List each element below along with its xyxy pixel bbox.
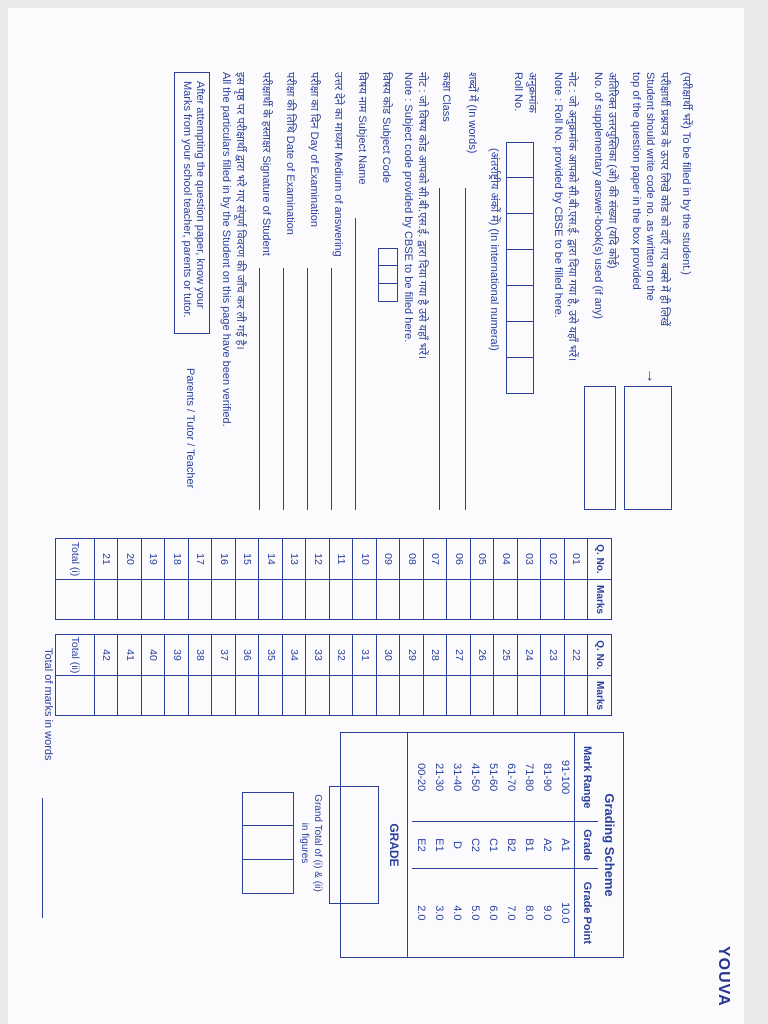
- range-cell: 41-50: [469, 763, 482, 792]
- marks-cell[interactable]: [283, 580, 307, 620]
- point-header: Grade Point: [575, 868, 598, 957]
- in-words-label: शब्दों में (In words): [466, 72, 478, 154]
- marks-header: Marks: [588, 676, 612, 716]
- date-line[interactable]: [283, 268, 284, 510]
- question-number: 20: [118, 539, 142, 580]
- grade-cell: A1: [557, 822, 576, 868]
- range-cell: 91-100: [559, 760, 572, 795]
- roll-digit-box[interactable]: [506, 358, 534, 394]
- marks-cell[interactable]: [212, 580, 236, 620]
- question-number: 07: [424, 539, 448, 580]
- table-row: [330, 539, 354, 620]
- question-number: 11: [330, 539, 354, 580]
- supplementary-count-box[interactable]: [584, 386, 616, 510]
- marks-cell[interactable]: [189, 676, 213, 716]
- table-row: [189, 539, 213, 620]
- question-number: 38: [189, 635, 213, 676]
- table-row: [377, 539, 401, 620]
- international-numeral-note: (अंतर्राष्ट्रीय अंकों में) (In international numeral): [488, 148, 500, 351]
- marks-cell[interactable]: [165, 580, 189, 620]
- question-number: 08: [400, 539, 424, 580]
- day-label: परीक्षा का दिन Day of Examination: [308, 72, 320, 227]
- table-row: [118, 539, 142, 620]
- subject-code-digit-box[interactable]: [378, 248, 398, 266]
- marks-cell[interactable]: [95, 676, 119, 716]
- table-row: [95, 635, 119, 716]
- table-row: [400, 635, 424, 716]
- table-row: [471, 539, 495, 620]
- in-words-line[interactable]: [465, 188, 466, 510]
- marks-cell[interactable]: [494, 580, 518, 620]
- marks-cell[interactable]: [377, 580, 401, 620]
- question-number: 18: [165, 539, 189, 580]
- after-exam-note-line-1: After attempting the question paper, know your: [194, 81, 206, 309]
- marks-cell[interactable]: [142, 676, 166, 716]
- answer-sheet-page: [8, 8, 744, 1024]
- day-line[interactable]: [307, 268, 308, 510]
- point-cell: 8.0: [521, 868, 539, 957]
- table-row: [447, 635, 471, 716]
- signature-label: परीक्षार्थी के हस्ताक्षर Signature of Student: [260, 72, 272, 256]
- table-row: [283, 635, 307, 716]
- marks-cell[interactable]: [142, 580, 166, 620]
- qno-header: Q. No.: [588, 539, 612, 580]
- grade-cell: C1: [485, 822, 503, 868]
- marks-cell[interactable]: [541, 676, 565, 716]
- subject-note-en: Note : Subject code provided by CBSE to be filled here.: [402, 72, 414, 343]
- table-row: [449, 733, 467, 957]
- table-row: [236, 635, 260, 716]
- marks-cell[interactable]: [306, 676, 330, 716]
- question-number: 35: [259, 635, 283, 676]
- table-row: [377, 635, 401, 716]
- range-cell: 31-40: [451, 763, 464, 792]
- question-code-box[interactable]: [624, 386, 672, 510]
- point-cell: 10.0: [557, 868, 576, 957]
- grading-title: Grading Scheme: [602, 793, 617, 897]
- grade-cell: B2: [503, 822, 521, 868]
- table-row: [413, 733, 431, 957]
- code-instruction-en-1: Student should write code no. as written on the: [644, 72, 656, 301]
- table-row: [236, 539, 260, 620]
- roll-digit-box[interactable]: [506, 214, 534, 250]
- roll-digit-box[interactable]: [506, 142, 534, 178]
- table-row: [283, 539, 307, 620]
- subject-name-label: विषय नाम Subject Name: [356, 72, 368, 185]
- marks-cell[interactable]: [353, 580, 377, 620]
- marks-cell[interactable]: [353, 676, 377, 716]
- question-number: 16: [212, 539, 236, 580]
- grade-cell: A2: [539, 822, 557, 868]
- roll-number-boxes: [506, 142, 534, 394]
- table-row: [118, 635, 142, 716]
- table-row: [165, 539, 189, 620]
- brand-name: YOUVA: [715, 946, 732, 1007]
- grade-cell: B1: [521, 822, 539, 868]
- table-row: [467, 733, 485, 957]
- roll-label-hi: अनुक्रमांक: [526, 72, 538, 113]
- grand-total-digit-box[interactable]: [242, 860, 294, 894]
- roll-note-hi: नोट : जो अनुक्रमांक आपको सी.बी.एस.ई. द्वारा दिया गया है, उसे यहाँ भरें।: [566, 72, 578, 362]
- grade-label: GRADE: [387, 823, 402, 867]
- roll-digit-box[interactable]: [506, 322, 534, 358]
- question-number: 25: [494, 635, 518, 676]
- question-number: 40: [142, 635, 166, 676]
- class-label: कक्षा Class: [440, 72, 452, 122]
- marks-cell[interactable]: [118, 580, 142, 620]
- marks-cell[interactable]: [518, 580, 542, 620]
- point-cell: 4.0: [449, 868, 467, 957]
- question-number: 03: [518, 539, 542, 580]
- marks-cell[interactable]: [494, 676, 518, 716]
- marks-cell[interactable]: [236, 580, 260, 620]
- roll-digit-box[interactable]: [506, 178, 534, 214]
- code-instruction-en-2: top of the question paper in the box provided: [630, 72, 642, 290]
- point-cell: 3.0: [431, 868, 449, 957]
- question-number: 28: [424, 635, 448, 676]
- after-exam-note-box: [174, 72, 210, 334]
- marks-cell[interactable]: [424, 676, 448, 716]
- rotated-sheet: [8, 8, 744, 1024]
- supplementary-hi: अतिरिक्त उत्तरपुस्तिका (ओं) की संख्या (यदि कोई): [606, 72, 618, 269]
- marks-header: Marks: [588, 580, 612, 620]
- question-number: 31: [353, 635, 377, 676]
- marks-cell[interactable]: [424, 580, 448, 620]
- grand-total-section: [242, 768, 324, 918]
- question-number: 09: [377, 539, 401, 580]
- question-number: 13: [283, 539, 307, 580]
- marks-cell[interactable]: [447, 580, 471, 620]
- parents-tutor-teacher: Parents / Tutor / Teacher: [184, 368, 196, 489]
- marks-cell[interactable]: [236, 676, 260, 716]
- question-number: 19: [142, 539, 166, 580]
- table-row: [557, 733, 576, 957]
- medium-line[interactable]: [331, 268, 332, 510]
- question-number: 27: [447, 635, 471, 676]
- marks-cell[interactable]: [95, 580, 119, 620]
- roll-digit-box[interactable]: [506, 286, 534, 322]
- grade-cell: E2: [413, 822, 431, 868]
- question-number: 17: [189, 539, 213, 580]
- question-number: 02: [541, 539, 565, 580]
- question-number: 23: [541, 635, 565, 676]
- marks-cell[interactable]: [471, 580, 495, 620]
- subject-code-label: विषय कोड Subject Code: [380, 72, 392, 184]
- marks-cell[interactable]: [212, 676, 236, 716]
- grand-total-line-1: Grand Total of (i) & (ii): [312, 794, 323, 892]
- marks-cell[interactable]: [471, 676, 495, 716]
- question-number: 33: [306, 635, 330, 676]
- question-number: 34: [283, 635, 307, 676]
- table-row: [565, 635, 589, 716]
- question-number: 36: [236, 635, 260, 676]
- table-row: [424, 539, 448, 620]
- question-number: 15: [236, 539, 260, 580]
- table-row: [400, 539, 424, 620]
- qno-header: Q. No.: [588, 635, 612, 676]
- marks-cell[interactable]: [330, 580, 354, 620]
- verify-en: All the particulars filled in by the Student on this page have been verified.: [220, 72, 232, 427]
- roll-note-en: Note : Roll No. provided by CBSE to be filled here.: [552, 72, 564, 318]
- table-row: [259, 635, 283, 716]
- marks-cell[interactable]: [118, 676, 142, 716]
- grading-scheme-box: [340, 732, 624, 958]
- total-cell[interactable]: [56, 580, 95, 620]
- table-row: [539, 733, 557, 957]
- question-number: 26: [471, 635, 495, 676]
- roll-label-en: Roll No.: [512, 72, 524, 112]
- table-row: [353, 539, 377, 620]
- range-cell: 00-20: [415, 763, 428, 792]
- range-cell: 71-80: [523, 763, 536, 792]
- total-label: Total (ii): [56, 635, 95, 676]
- roll-digit-box[interactable]: [506, 250, 534, 286]
- grand-total-boxes: [242, 768, 294, 918]
- range-cell: 81-90: [541, 763, 554, 792]
- verify-hi: इस पृष्ठ पर परीक्षार्थी द्वारा भरे गए संपूर्ण विवरण की जाँच कर ली गई है।: [234, 72, 246, 350]
- total-in-words-label: Total of marks in words: [42, 648, 54, 761]
- table-row: [212, 539, 236, 620]
- grade-cell: C2: [467, 822, 485, 868]
- question-number: 10: [353, 539, 377, 580]
- question-number: 04: [494, 539, 518, 580]
- grade-section: [330, 733, 409, 957]
- subject-code-digit-box[interactable]: [378, 266, 398, 284]
- table-row: [518, 635, 542, 716]
- table-row: [431, 733, 449, 957]
- question-number: 21: [95, 539, 119, 580]
- subject-name-line[interactable]: [355, 218, 356, 510]
- question-number: 22: [565, 635, 589, 676]
- table-row: [165, 635, 189, 716]
- grading-table: [413, 733, 599, 957]
- grand-total-digit-box[interactable]: [242, 826, 294, 860]
- question-number: 37: [212, 635, 236, 676]
- table-row: [142, 635, 166, 716]
- question-number: 30: [377, 635, 401, 676]
- marks-cell[interactable]: [377, 676, 401, 716]
- after-exam-note-line-2: Marks from your school teacher, parents or tutor.: [181, 81, 193, 318]
- table-row: [541, 539, 565, 620]
- date-label: परीक्षा की तिथि Date of Examination: [284, 72, 296, 235]
- range-cell: 51-60: [487, 763, 500, 792]
- point-cell: 5.0: [467, 868, 485, 957]
- range-cell: 21-30: [433, 763, 446, 792]
- table-row: [424, 635, 448, 716]
- marks-cell[interactable]: [259, 676, 283, 716]
- table-row: [259, 539, 283, 620]
- marks-cell[interactable]: [400, 676, 424, 716]
- question-number: 24: [518, 635, 542, 676]
- marks-cell[interactable]: [565, 676, 589, 716]
- question-number: 01: [565, 539, 589, 580]
- table-row: [306, 539, 330, 620]
- marks-cell[interactable]: [541, 580, 565, 620]
- marks-cell[interactable]: [283, 676, 307, 716]
- table-row: [471, 635, 495, 716]
- marks-table-2: [55, 634, 612, 716]
- question-number: 32: [330, 635, 354, 676]
- marks-cell[interactable]: [518, 676, 542, 716]
- point-cell: 9.0: [539, 868, 557, 957]
- question-number: 12: [306, 539, 330, 580]
- table-row: [518, 539, 542, 620]
- table-row: [494, 539, 518, 620]
- question-number: 39: [165, 635, 189, 676]
- point-cell: 6.0: [485, 868, 503, 957]
- marks-cell[interactable]: [189, 580, 213, 620]
- table-row: [447, 539, 471, 620]
- class-line[interactable]: [439, 188, 440, 510]
- grade-box[interactable]: [330, 786, 380, 904]
- table-row: [330, 635, 354, 716]
- signature-line[interactable]: [259, 268, 260, 510]
- marks-cell[interactable]: [565, 580, 589, 620]
- medium-label: उत्तर देने का माध्यम Medium of answering: [332, 72, 344, 257]
- marks-cell[interactable]: [400, 580, 424, 620]
- question-number: 41: [118, 635, 142, 676]
- range-cell: 61-70: [505, 763, 518, 792]
- marks-cell[interactable]: [447, 676, 471, 716]
- marks-cell[interactable]: [306, 580, 330, 620]
- grand-total-line-2: in figures: [299, 822, 310, 864]
- point-cell: 7.0: [503, 868, 521, 957]
- table-row: [485, 733, 503, 957]
- point-cell: 2.0: [413, 868, 431, 957]
- marks-cell[interactable]: [259, 580, 283, 620]
- question-number: 14: [259, 539, 283, 580]
- table-row: [212, 635, 236, 716]
- total-label: Total (i): [56, 539, 95, 580]
- supplementary-en: No. of supplementary answer-book(s) used (if any): [592, 72, 604, 319]
- code-instruction-hi: परीक्षार्थी प्रश्नपत्र के ऊपर लिखे कोड को दाएँ गए बक्से में ही लिखें: [658, 72, 670, 327]
- table-row: [95, 539, 119, 620]
- arrow-right-icon: →: [643, 368, 660, 384]
- table-row: [541, 635, 565, 716]
- subject-code-boxes: [378, 248, 398, 302]
- grade-cell: D: [449, 822, 467, 868]
- table-row: [565, 539, 589, 620]
- question-number: 29: [400, 635, 424, 676]
- total-in-words-line[interactable]: [42, 798, 43, 918]
- table-row: [306, 635, 330, 716]
- total-cell[interactable]: [56, 676, 95, 716]
- question-number: 06: [447, 539, 471, 580]
- marks-cell[interactable]: [165, 676, 189, 716]
- grade-cell: E1: [431, 822, 449, 868]
- marks-table-1: [55, 538, 612, 620]
- grand-total-digit-box[interactable]: [242, 792, 294, 826]
- subject-note-hi: नोट : जो विषय कोड आपको सी.बी.एस.ई. द्वारा दिया गया है उसे यहाँ भरें।: [416, 72, 428, 360]
- section-title: (परीक्षार्थी भरें) To be filled in by the student.): [680, 72, 692, 275]
- question-number: 42: [95, 635, 119, 676]
- question-number: 05: [471, 539, 495, 580]
- subject-code-digit-box[interactable]: [378, 284, 398, 302]
- range-header: Mark Range: [575, 733, 598, 822]
- marks-cell[interactable]: [330, 676, 354, 716]
- table-row: [142, 539, 166, 620]
- table-row: [521, 733, 539, 957]
- grade-header: Grade: [575, 822, 598, 868]
- table-row: [494, 635, 518, 716]
- student-section: [14, 68, 696, 489]
- table-row: [503, 733, 521, 957]
- table-row: [353, 635, 377, 716]
- table-row: [189, 635, 213, 716]
